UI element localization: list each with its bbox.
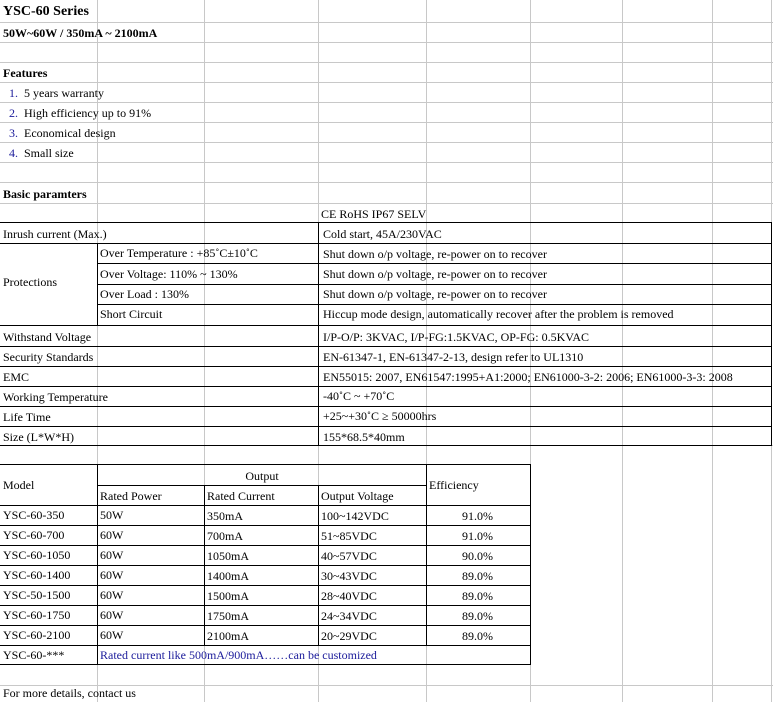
rated-current-header: Rated Current: [207, 489, 275, 503]
table-border: [0, 222, 771, 223]
table-border: [0, 366, 771, 367]
voltage-cell: 100~142VDC: [321, 509, 389, 523]
current-cell: 1050mA: [207, 549, 249, 563]
table-border: [0, 605, 531, 606]
table-border: [0, 625, 531, 626]
feature-item: [6, 104, 151, 122]
model-cell: YSC-60-2100: [3, 628, 71, 642]
efficiency-cell: 91.0%: [462, 509, 493, 523]
protection-name: Over Load : 130%: [100, 287, 189, 301]
feature-text: Economical design: [24, 126, 116, 140]
grid-line: [622, 0, 623, 702]
feature-text: 5 years warranty: [24, 86, 104, 100]
feature-text: Small size: [24, 146, 74, 160]
param-label: Working Temperature: [3, 390, 108, 404]
table-border: [97, 263, 771, 264]
output-voltage-header: Output Voltage: [321, 489, 394, 503]
param-label: Security Standards: [3, 350, 94, 364]
model-header: Model: [3, 478, 35, 492]
protection-value: Hiccup mode design, automatically recover after the problem is removed: [323, 307, 674, 321]
basic-params-heading: Basic paramters: [3, 187, 87, 201]
protection-name: Over Temperature : +85˚C±10˚C: [100, 246, 258, 260]
table-border: [97, 485, 427, 486]
table-border: [318, 222, 319, 446]
feature-item: [6, 84, 104, 102]
grid-line: [0, 142, 773, 143]
current-cell: 700mA: [207, 529, 243, 543]
protection-name: Short Circuit: [100, 307, 163, 321]
table-border: [0, 464, 531, 465]
table-border: [0, 325, 771, 326]
protection-value: Shut down o/p voltage, re-power on to recover: [323, 287, 547, 301]
voltage-cell: 24~34VDC: [321, 609, 377, 623]
custom-model-cell: YSC-60-***: [3, 648, 65, 662]
voltage-cell: 28~40VDC: [321, 589, 377, 603]
grid-line: [0, 62, 773, 63]
power-cell: 50W: [100, 508, 124, 522]
feature-item: [6, 124, 116, 142]
power-cell: 60W: [100, 528, 124, 542]
efficiency-cell: 89.0%: [462, 609, 493, 623]
current-cell: 1750mA: [207, 609, 249, 623]
param-label: Size (L*W*H): [3, 430, 74, 444]
efficiency-cell: 90.0%: [462, 549, 493, 563]
model-cell: YSC-60-1750: [3, 608, 71, 622]
grid-line: [0, 162, 773, 163]
efficiency-cell: 89.0%: [462, 569, 493, 583]
efficiency-cell: 89.0%: [462, 589, 493, 603]
grid-line: [0, 203, 773, 204]
features-heading: Features: [3, 66, 48, 80]
custom-note: Rated current like 500mA/900mA……can be customized: [100, 648, 377, 662]
param-label: Life Time: [3, 410, 51, 424]
model-cell: YSC-50-1500: [3, 588, 71, 602]
power-cell: 60W: [100, 548, 124, 562]
table-border: [0, 426, 771, 427]
rated-power-header: Rated Power: [100, 489, 162, 503]
footer-text: For more details, contact us: [3, 686, 136, 700]
feature-text: High efficiency up to 91%: [24, 106, 152, 120]
table-border: [0, 346, 771, 347]
protection-value: Shut down o/p voltage, re-power on to recover: [323, 247, 547, 261]
page-title: YSC-60 Series: [3, 4, 89, 19]
grid-line: [0, 102, 773, 103]
feature-item: [6, 144, 74, 162]
param-label: EMC: [3, 370, 30, 384]
certifications: CE RoHS IP67 SELV: [321, 207, 427, 221]
param-value: EN-61347-1, EN-61347-2-13, design refer to UL1310: [323, 350, 584, 364]
power-cell: 60W: [100, 568, 124, 582]
power-cell: 60W: [100, 628, 124, 642]
grid-line: [0, 22, 773, 23]
voltage-cell: 30~43VDC: [321, 569, 377, 583]
efficiency-header: Efficiency: [429, 478, 479, 492]
param-value: +25~+30˚C ≥ 50000hrs: [323, 409, 437, 423]
model-cell: YSC-60-1400: [3, 568, 71, 582]
inrush-label: Inrush current (Max.): [3, 227, 107, 241]
table-border: [0, 664, 531, 665]
table-border: [0, 585, 531, 586]
grid-line: [0, 182, 773, 183]
param-label: Withstand Voltage: [3, 330, 92, 344]
protection-value: Shut down o/p voltage, re-power on to recover: [323, 267, 547, 281]
power-cell: 60W: [100, 608, 124, 622]
current-cell: 350mA: [207, 509, 243, 523]
table-border: [0, 525, 531, 526]
voltage-cell: 51~85VDC: [321, 529, 377, 543]
feature-number: 1.: [9, 86, 18, 100]
model-cell: YSC-60-350: [3, 508, 65, 522]
feature-number: 4.: [9, 146, 18, 160]
voltage-cell: 20~29VDC: [321, 629, 377, 643]
protection-name: Over Voltage: 110% ~ 130%: [100, 267, 238, 281]
param-value: 155*68.5*40mm: [323, 430, 405, 444]
table-border: [0, 565, 531, 566]
power-cell: 60W: [100, 588, 124, 602]
feature-number: 2.: [9, 106, 18, 120]
grid-line: [0, 122, 773, 123]
current-cell: 1400mA: [207, 569, 249, 583]
param-value: EN55015: 2007, EN61547:1995+A1:2000; EN61000-3-2: 2006; EN61000-3-3: 2008: [323, 370, 733, 384]
feature-number: 3.: [9, 126, 18, 140]
table-border: [0, 505, 531, 506]
inrush-value: Cold start, 45A/230VAC: [323, 227, 442, 241]
voltage-cell: 40~57VDC: [321, 549, 377, 563]
efficiency-cell: 89.0%: [462, 629, 493, 643]
output-header: Output: [245, 469, 279, 483]
param-value: I/P-O/P: 3KVAC, I/P-FG:1.5KVAC, OP-FG: 0.5KVAC: [323, 330, 590, 344]
model-cell: YSC-60-700: [3, 528, 65, 542]
protections-label: Protections: [3, 275, 57, 289]
grid-line: [0, 42, 773, 43]
model-cell: YSC-60-1050: [3, 548, 71, 562]
grid-line: [0, 82, 773, 83]
grid-line: [712, 0, 713, 702]
table-border: [0, 545, 531, 546]
current-cell: 1500mA: [207, 589, 249, 603]
page-subtitle: 50W~60W / 350mA ~ 2100mA: [3, 26, 158, 40]
table-border: [771, 222, 772, 446]
efficiency-cell: 91.0%: [462, 529, 493, 543]
current-cell: 2100mA: [207, 629, 249, 643]
param-value: -40˚C ~ +70˚C: [323, 389, 395, 403]
